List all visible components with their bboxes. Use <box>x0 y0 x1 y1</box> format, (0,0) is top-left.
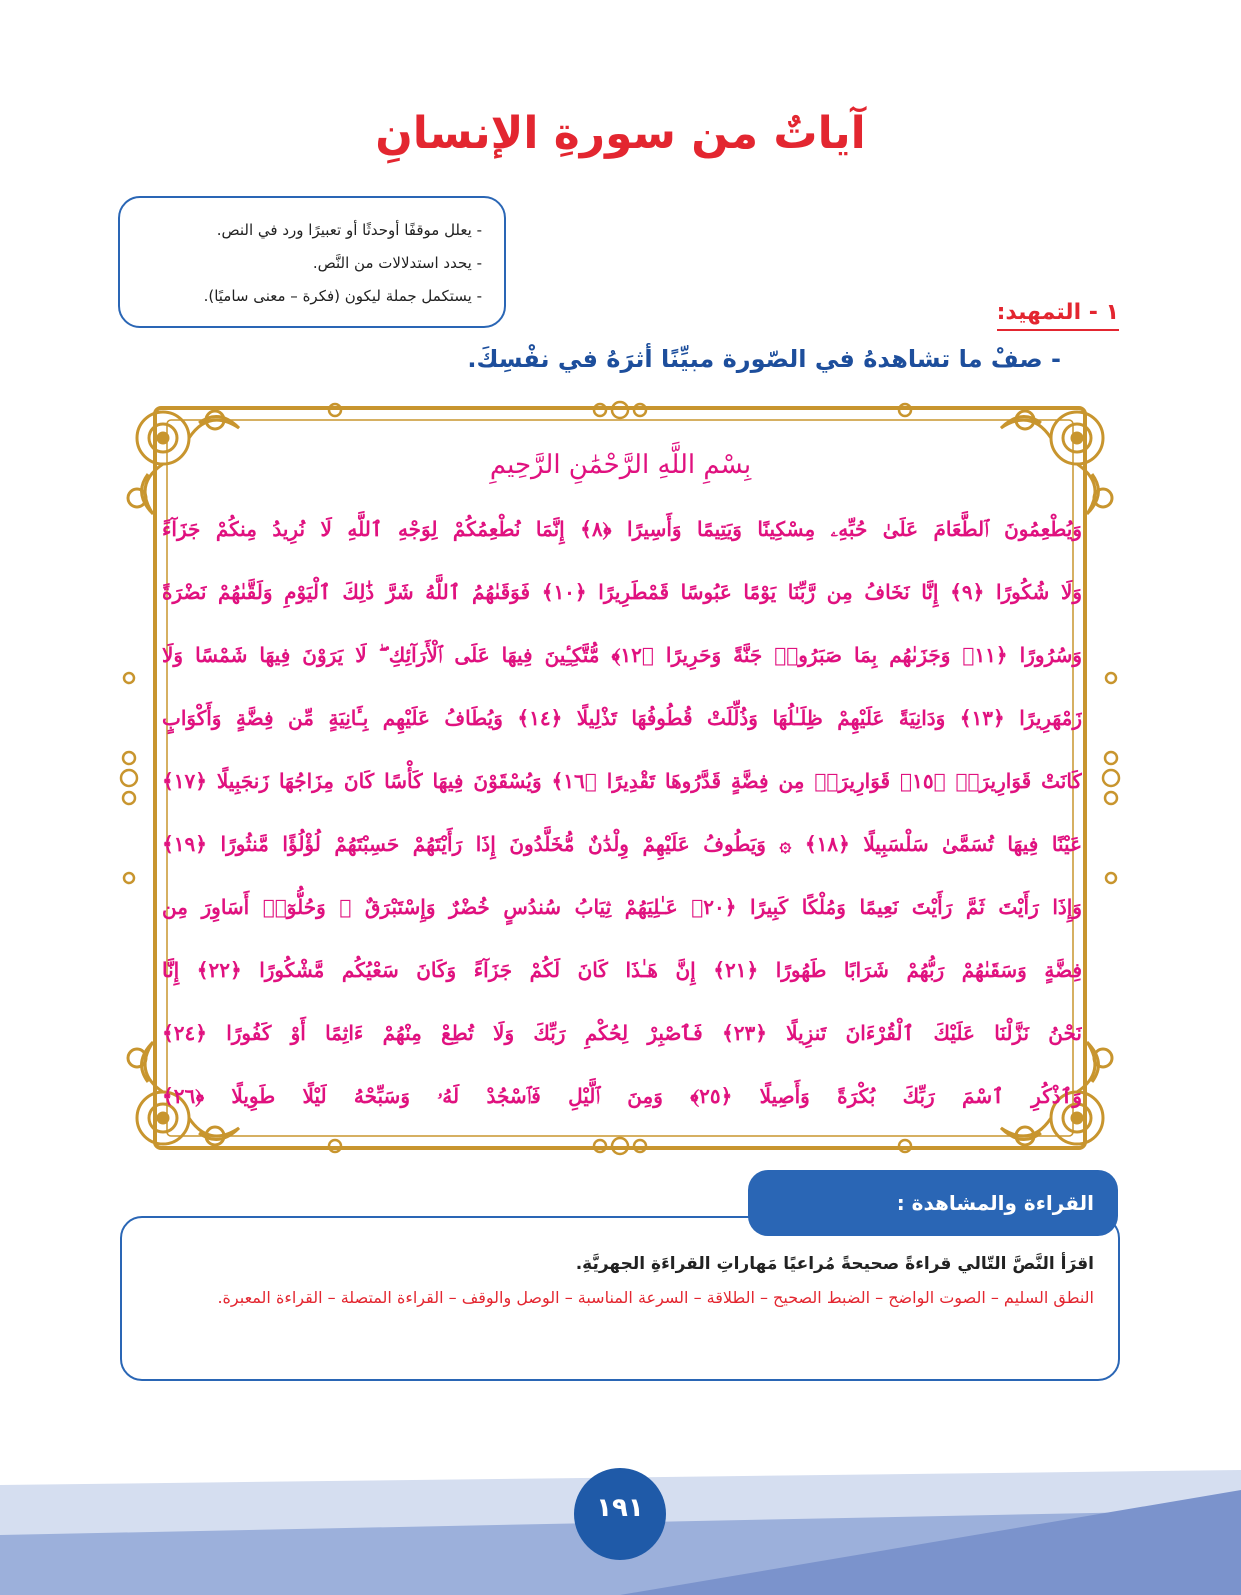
reading-box <box>120 1216 1120 1381</box>
verse-line: فِضَّةٍ وَسَقَىٰهُمْ رَبُّهُمْ شَرَابًا طَهُورًا ﴿٢١﴾ إِنَّ هَـٰذَا كَانَ لَكُمْ جَزَآءً وَكَانَ سَعْيُكُم مَّشْكُورًا ﴿٢٢﴾ إِنَّا <box>162 958 1082 982</box>
learning-objectives-box <box>118 196 506 328</box>
objective-item: - يعلل موقفًا أوحدثًا أو تعبيرًا ورد في النص. <box>216 221 482 239</box>
verse-line: وَٱذْكُرِ ٱسْمَ رَبِّكَ بُكْرَةً وَأَصِيلًا ﴿٢٥﴾ وَمِنَ ٱلَّيْلِ فَٱسْجُدْ لَهُۥ وَسَبِّحْهُ لَيْلًا طَوِيلًا ﴿٢٦﴾ <box>162 1084 1082 1108</box>
reading-section-tab: القراءة والمشاهدة : <box>748 1170 1118 1236</box>
verse-line: زَمْهَرِيرًا ﴿١٣﴾ وَدَانِيَةً عَلَيْهِمْ ظِلَـٰلُهَا وَذُلِّلَتْ قُطُوفُهَا تَذْلِيلًا ﴿١٤﴾ وَيُطَافُ عَلَيْهِم بِـَٔانِيَةٍ مِّن فِضَّةٍ وَأَكْوَابٍ <box>162 706 1082 730</box>
page-title: آياتٌ من سورةِ الإنسانِ <box>375 108 866 159</box>
verse-line: وَسُرُورًا ﴿١١﴾ وَجَزَىٰهُم بِمَا صَبَرُوا۟ جَنَّةً وَحَرِيرًا ﴿١٢﴾ مُّتَّكِـِٔينَ فِيهَا عَلَى ٱلْأَرَآئِكِ ۖ لَا يَرَوْنَ فِيهَا شَمْسًا وَلَا <box>162 643 1082 667</box>
quran-verses <box>162 498 1082 1128</box>
verse-line: نَحْنُ نَزَّلْنَا عَلَيْكَ ٱلْقُرْءَانَ تَنزِيلًا ﴿٢٣﴾ فَٱصْبِرْ لِحُكْمِ رَبِّكَ وَلَا تُطِعْ مِنْهُمْ ءَاثِمًا أَوْ كَفُورًا ﴿٢٤﴾ <box>162 1021 1082 1045</box>
objective-item: - يحدد استدلالات من النَّص. <box>312 254 482 272</box>
intro-task: - صفْ ما تشاهدهُ في الصّورة مبيِّنًا أثرَهُ في نفْسِكَ. <box>467 345 1061 373</box>
verse-line: عَيْنًا فِيهَا تُسَمَّىٰ سَلْسَبِيلًا ﴿١٨﴾ ۞ وَيَطُوفُ عَلَيْهِمْ وِلْدَٰنٌ مُّخَلَّدُونَ إِذَا رَأَيْتَهُمْ حَسِبْتَهُمْ لُؤْلُؤًا مَّنثُورًا ﴿١٩﴾ <box>162 832 1082 856</box>
verse-line: وَلَا شُكُورًا ﴿٩﴾ إِنَّا نَخَافُ مِن رَّبِّنَا يَوْمًا عَبُوسًا قَمْطَرِيرًا ﴿١٠﴾ فَوَقَىٰهُمُ ٱللَّهُ شَرَّ ذَٰلِكَ ٱلْيَوْمِ وَلَقَّىٰهُمْ نَضْرَةً <box>162 580 1082 604</box>
reading-skills: النطق السليم – الصوت الواضح – الضبط الصحيح – الطلاقة – السرعة المناسبة – الوصل والوقف – القراءة المتصلة – القراءة المعبرة. <box>217 1288 1094 1307</box>
reading-instruction: اقرَأ النَّصَّ التّالي قراءةً صحيحةً مُراعيًا مَهاراتِ القراءَةِ الجهريَّةِ. <box>575 1254 1094 1274</box>
verse-line: وَإِذَا رَأَيْتَ ثَمَّ رَأَيْتَ نَعِيمًا وَمُلْكًا كَبِيرًا ﴿٢٠﴾ عَـٰلِيَهُمْ ثِيَابُ سُندُسٍ خُضْرٌ وَإِسْتَبْرَقٌ ۖ وَحُلُّوٓا۟ أَسَاوِرَ مِن <box>162 895 1082 919</box>
objective-item: - يستكمل جملة ليكون (فكرة – معنى ساميًا). <box>203 287 482 305</box>
verse-line: وَيُطْعِمُونَ ٱلطَّعَامَ عَلَىٰ حُبِّهِۦ مِسْكِينًا وَيَتِيمًا وَأَسِيرًا ﴿٨﴾ إِنَّمَا نُطْعِمُكُمْ لِوَجْهِ ٱللَّهِ لَا نُرِيدُ مِنكُمْ جَزَآءً <box>162 517 1082 541</box>
basmala: بِسْمِ اللَّهِ الرَّحْمَٰنِ الرَّحِيمِ <box>489 450 752 480</box>
page-number: ١٩١ <box>574 1468 666 1560</box>
intro-heading: ١ - التمهيد: <box>997 300 1119 331</box>
verse-line: كَانَتْ قَوَارِيرَا۠ ﴿١٥﴾ قَوَارِيرَا۟ مِن فِضَّةٍ قَدَّرُوهَا تَقْدِيرًا ﴿١٦﴾ وَيُسْقَوْنَ فِيهَا كَأْسًا كَانَ مِزَاجُهَا زَنجَبِيلًا ﴿١٧﴾ <box>162 769 1082 793</box>
